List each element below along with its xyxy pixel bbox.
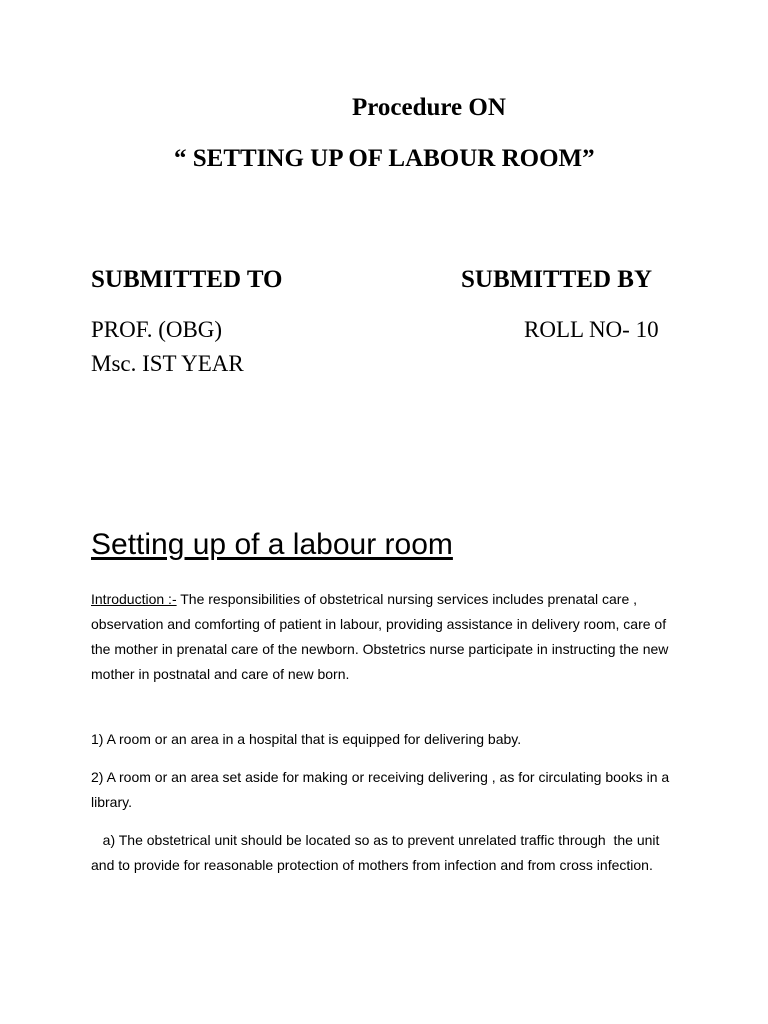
introduction-text: The responsibilities of obstetrical nursing services includes prenatal care , observation and comforting of patient in labour, providing assistance in delivery room, care of the mother in prenatal care of the newborn. Obstetrics nurse participate in instructing the new mother in postnatal and care of new born. bbox=[91, 591, 669, 682]
numbered-point-2: 2) A room or an area set aside for making or receiving delivering , as for circulating books in a library. bbox=[91, 769, 670, 810]
cover-title-line-2: “ SETTING UP OF LABOUR ROOM” bbox=[174, 145, 595, 172]
submitted-by-heading: SUBMITTED BY bbox=[461, 266, 653, 293]
introduction-label: Introduction :- bbox=[91, 591, 177, 607]
lettered-point-a: a) The obstetrical unit should be located so as to prevent unrelated traffic through the unit and to provide for reasonable protection of mothers from infection and from cross infection. bbox=[91, 832, 668, 873]
numbered-point-1: 1) A room or an area in a hospital that is equipped for delivering baby. bbox=[91, 731, 522, 747]
submitted-to-year: Msc. IST YEAR bbox=[91, 351, 244, 376]
submitted-by-roll-number: ROLL NO- 10 bbox=[524, 317, 659, 342]
submitted-to-professor: PROF. (OBG) bbox=[91, 317, 223, 342]
section-heading: Setting up of a labour room bbox=[91, 528, 453, 561]
submitted-to-heading: SUBMITTED TO bbox=[91, 266, 283, 293]
cover-title-line-1: Procedure ON bbox=[352, 94, 506, 121]
introduction-paragraph bbox=[91, 587, 681, 687]
